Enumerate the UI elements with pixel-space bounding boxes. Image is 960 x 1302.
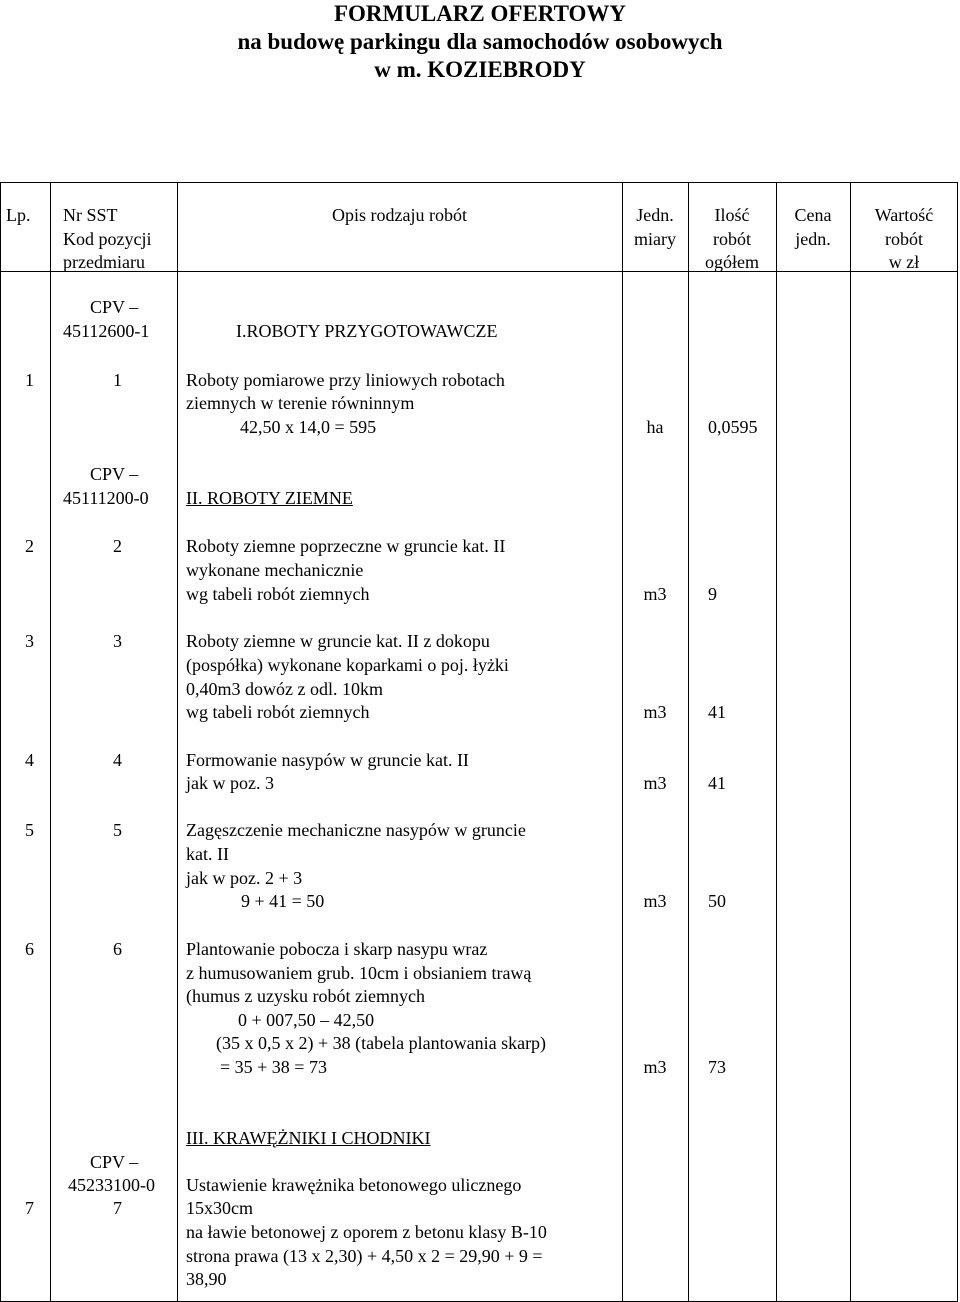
- section-3-cpv-1: CPV –: [90, 1152, 139, 1172]
- row-7-lp: 7: [25, 1198, 34, 1218]
- header-cena-1: Cena: [794, 205, 832, 225]
- row-5-qty: 50: [708, 891, 726, 911]
- header-wartosc-1: Wartość: [874, 205, 934, 225]
- row-5-unit: m3: [643, 891, 667, 911]
- row-6-line-4: 0 + 007,50 – 42,50: [238, 1010, 375, 1030]
- header-sst-3: przedmiaru: [63, 252, 145, 272]
- row-7-line-3: na ławie betonowej z oporem z betonu klasy B-10: [186, 1222, 547, 1242]
- section-1-title: I.ROBOTY PRZYGOTOWAWCZE: [236, 321, 498, 341]
- row-6-line-6: = 35 + 38 = 73: [220, 1057, 327, 1077]
- row-6-lp: 6: [25, 939, 34, 959]
- row-2-qty: 9: [708, 584, 717, 604]
- col-divider-jedn: [688, 182, 689, 1302]
- row-6-line-3: (humus z uzysku robót ziemnych: [186, 986, 425, 1006]
- row-3-unit: m3: [643, 702, 667, 722]
- row-7-line-2: 15x30cm: [186, 1198, 253, 1218]
- row-4-line-1: Formowanie nasypów w gruncie kat. II: [186, 750, 469, 770]
- section-2-cpv-2: 45111200-0: [63, 488, 149, 508]
- row-3-sst: 3: [113, 631, 122, 651]
- section-2-title: II. ROBOTY ZIEMNE: [186, 488, 353, 508]
- col-divider-cena: [850, 182, 851, 1302]
- row-4-line-2: jak w poz. 3: [186, 773, 274, 793]
- section-3-cpv-3: 7: [113, 1198, 122, 1218]
- row-3-line-4: wg tabeli robót ziemnych: [186, 702, 370, 722]
- header-sst-1: Nr SST: [63, 205, 118, 225]
- col-divider-opis: [622, 182, 623, 1302]
- header-ilosc-1: Ilość: [714, 205, 750, 225]
- col-divider-ilosc: [776, 182, 777, 1302]
- row-1-lp: 1: [25, 370, 34, 390]
- row-7-line-1: Ustawienie krawężnika betonowego ulicznego: [186, 1175, 522, 1195]
- row-6-sst: 6: [113, 939, 122, 959]
- row-3-lp: 3: [25, 631, 34, 651]
- row-6-line-5: (35 x 0,5 x 2) + 38 (tabela plantowania skarp): [216, 1033, 547, 1053]
- row-1-line-2: ziemnych w terenie równinnym: [186, 393, 415, 413]
- document-title: [0, 0, 960, 84]
- row-4-sst: 4: [113, 750, 122, 770]
- row-5-line-4: 9 + 41 = 50: [241, 891, 325, 911]
- row-2-line-3: wg tabeli robót ziemnych: [186, 584, 370, 604]
- col-divider-sst: [177, 182, 178, 1302]
- header-opis: Opis rodzaju robót: [332, 205, 467, 225]
- row-5-lp: 5: [25, 820, 34, 840]
- header-lp: Lp.: [6, 205, 31, 225]
- col-divider-lp: [50, 182, 51, 1302]
- row-3-qty: 41: [708, 702, 726, 722]
- row-1-line-1: Roboty pomiarowe przy liniowych robotach: [186, 370, 505, 390]
- row-3-line-1: Roboty ziemne w gruncie kat. II z dokopu: [186, 631, 490, 651]
- section-1-cpv-2: 45112600-1: [63, 321, 150, 341]
- row-2-sst: 2: [113, 536, 122, 556]
- title-line-3: w m. KOZIEBRODY: [374, 57, 586, 82]
- header-wartosc-3: w zł: [888, 252, 920, 272]
- row-3-line-2: (pospółka) wykonane koparkami o poj. łyżki: [186, 655, 509, 675]
- row-6-line-2: z humusowaniem grub. 10cm i obsianiem trawą: [186, 963, 532, 983]
- header-ilosc-3: ogółem: [705, 252, 759, 272]
- header-ilosc-2: robót: [713, 229, 751, 249]
- row-6-qty: 73: [708, 1057, 726, 1077]
- row-7-line-4: strona prawa (13 x 2,30) + 4,50 x 2 = 29,90 + 9 =: [186, 1246, 543, 1266]
- header-wartosc-2: robót: [885, 229, 923, 249]
- row-5-line-1: Zagęszczenie mechaniczne nasypów w gruncie: [186, 820, 526, 840]
- row-4-lp: 4: [25, 750, 34, 770]
- table-frame: [0, 182, 958, 1302]
- row-1-unit: ha: [646, 417, 664, 437]
- row-3-line-3: 0,40m3 dowóz z odl. 10km: [186, 679, 383, 699]
- row-7-line-5: 38,90: [186, 1269, 227, 1289]
- title-line-1: FORMULARZ OFERTOWY: [333, 1, 627, 26]
- row-1-line-3: 42,50 x 14,0 = 595: [240, 417, 377, 437]
- row-4-qty: 41: [708, 773, 726, 793]
- title-line-2: na budowę parkingu dla samochodów osobowych: [237, 29, 723, 54]
- row-5-sst: 5: [113, 820, 122, 840]
- section-3-cpv-2: 45233100-0: [68, 1175, 155, 1195]
- header-sst-2: Kod pozycji: [63, 229, 152, 249]
- row-2-unit: m3: [643, 584, 667, 604]
- row-2-line-2: wykonane mechanicznie: [186, 560, 364, 580]
- row-2-line-1: Roboty ziemne poprzeczne w gruncie kat. II: [186, 536, 506, 556]
- section-1-cpv-1: CPV –: [90, 297, 139, 317]
- row-6-line-1: Plantowanie pobocza i skarp nasypu wraz: [186, 939, 488, 959]
- header-jedn-1: Jedn.: [636, 205, 674, 225]
- section-2-cpv-1: CPV –: [90, 464, 139, 484]
- row-6-unit: m3: [643, 1057, 667, 1077]
- row-4-unit: m3: [643, 773, 667, 793]
- header-cena-2: jedn.: [795, 229, 831, 249]
- row-1-sst: 1: [113, 370, 122, 390]
- row-1-qty: 0,0595: [708, 417, 758, 437]
- row-2-lp: 2: [25, 536, 34, 556]
- header-jedn-2: miary: [634, 229, 676, 249]
- row-5-line-3: jak w poz. 2 + 3: [186, 868, 303, 888]
- section-3-title: III. KRAWĘŻNIKI I CHODNIKI: [186, 1128, 431, 1148]
- row-5-line-2: kat. II: [186, 844, 229, 864]
